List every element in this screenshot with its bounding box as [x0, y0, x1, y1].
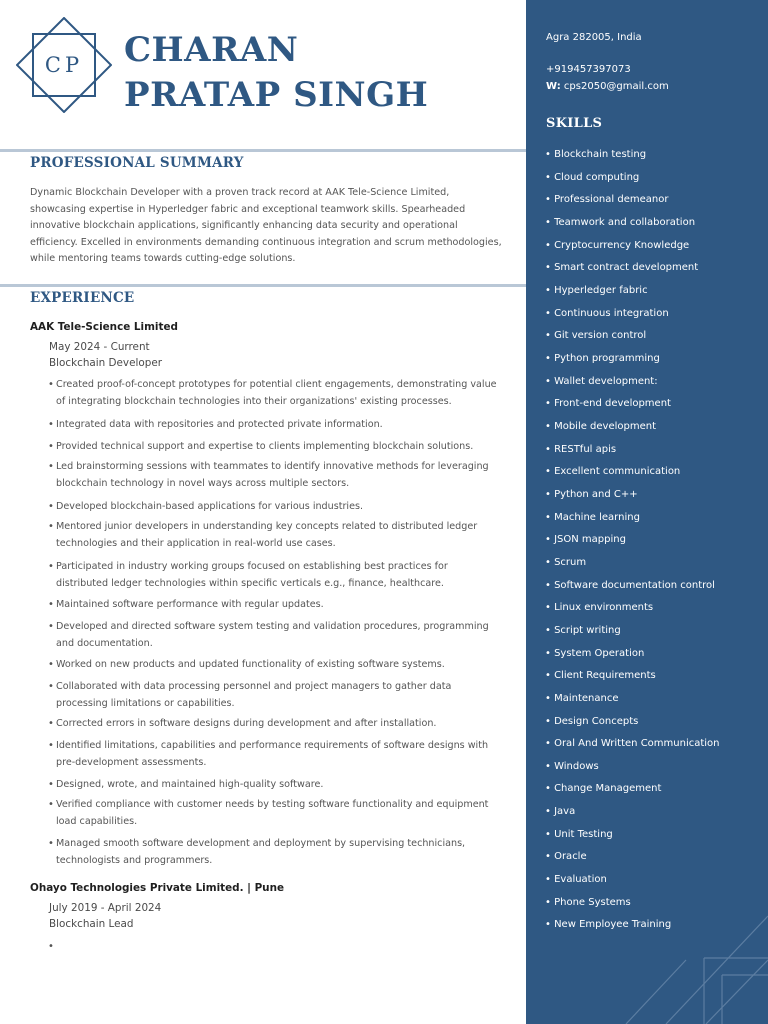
skill-item	[545, 580, 715, 591]
name-line-1: CHARAN	[124, 30, 299, 70]
contact-email-row	[546, 81, 669, 92]
skill-bullet: •	[545, 556, 555, 568]
skill-label: Windows	[554, 760, 599, 772]
bullet-text	[56, 558, 498, 592]
bullet-dot: •	[48, 461, 54, 472]
skill-bullet: •	[545, 738, 555, 750]
skill-item	[545, 602, 653, 613]
bullet-line: Identified limitations, capabilities and performance requirements of software designs with	[56, 740, 489, 751]
skill-label: Excellent communication	[554, 466, 681, 478]
skill-item	[545, 874, 607, 885]
bullet-text	[56, 737, 498, 771]
bullet-text	[56, 518, 498, 552]
bullet-text	[56, 498, 498, 515]
summary-heading: PROFESSIONAL SUMMARY	[30, 155, 244, 171]
skill-label: Hyperledger fabric	[554, 284, 648, 296]
bullet-dot: •	[48, 941, 54, 952]
skill-bullet: •	[545, 602, 555, 614]
skill-bullet: •	[545, 692, 555, 704]
bullet-text	[56, 618, 498, 652]
skill-label: Cryptocurrency Knowledge	[554, 239, 690, 251]
skill-label: Teamwork and collaboration	[554, 216, 696, 228]
skill-label: Scrum	[554, 556, 587, 568]
skill-bullet: •	[545, 284, 555, 296]
skill-bullet: •	[545, 330, 555, 342]
skill-bullet: •	[545, 624, 555, 636]
bullet-line: Designed, wrote, and maintained high-quality software.	[56, 779, 324, 790]
skill-item	[545, 851, 587, 862]
contact-email[interactable]: cps2050@gmail.com	[563, 81, 669, 92]
bullet-text	[56, 656, 498, 673]
skill-item	[545, 376, 658, 387]
summary-line: Dynamic Blockchain Developer with a proven track record at AAK Tele-Science Limited,	[30, 187, 450, 198]
skill-bullet: •	[545, 828, 555, 840]
skill-bullet: •	[545, 216, 555, 228]
skill-item	[545, 285, 648, 296]
skill-label: Script writing	[554, 624, 621, 636]
summary-line: innovative blockchain applications, significantly enhancing data security and operational	[30, 220, 458, 231]
bullet-dot: •	[48, 599, 54, 610]
monogram-logo	[16, 17, 96, 111]
email-label: W:	[546, 81, 561, 92]
skill-bullet: •	[545, 534, 555, 546]
skill-label: Change Management	[554, 783, 662, 795]
skill-label: Python programming	[554, 352, 660, 364]
bullet-line: blockchain technology in novel ways across multiple sectors.	[56, 478, 350, 489]
skill-item	[545, 489, 638, 500]
skill-label: Blockchain testing	[554, 149, 647, 160]
skill-item	[545, 625, 621, 636]
skill-bullet: •	[545, 806, 555, 818]
summary-line: showcasing expertise in Hyperledger fabric and exceptional teamwork skills. Spearheaded	[30, 203, 466, 215]
skill-label: Continuous integration	[554, 307, 669, 319]
skill-item	[545, 217, 695, 228]
skill-bullet: •	[545, 783, 555, 795]
bullet-text	[56, 678, 498, 712]
skill-bullet: •	[545, 466, 555, 478]
skill-item	[545, 308, 669, 319]
skill-item	[545, 716, 638, 727]
company-name: Ohayo Technologies Private Limited. | Pune	[30, 882, 285, 894]
summary-text	[30, 185, 502, 268]
bullet-line: technologies and their application in real-world use cases.	[56, 538, 336, 549]
skill-bullet: •	[545, 352, 555, 364]
bullet-line: Integrated data with repositories and protected private information.	[56, 419, 383, 430]
skill-bullet: •	[545, 149, 555, 160]
skill-item	[545, 897, 631, 908]
job-dates: July 2019 - April 2024	[49, 902, 162, 914]
bullet-line: distributed ledger technologies within specific verticals e.g., finance, healthcare.	[56, 578, 444, 589]
skill-item	[545, 421, 656, 432]
bullet-line: Corrected errors in software designs during development and after installation.	[56, 718, 437, 729]
bullet-line: and documentation.	[56, 638, 153, 649]
contact-address: Agra 282005, India	[546, 32, 642, 43]
bullet-text	[56, 796, 498, 830]
skill-item	[545, 194, 668, 205]
bullet-dot: •	[48, 659, 54, 670]
skill-bullet: •	[545, 194, 555, 206]
bullet-text	[56, 438, 498, 455]
bullet-text	[56, 776, 498, 793]
skill-item	[545, 240, 689, 251]
bullet-text	[56, 376, 498, 410]
bullet-dot: •	[48, 779, 54, 790]
bullet-dot: •	[48, 561, 54, 572]
skill-bullet: •	[545, 579, 555, 591]
bullet-dot: •	[48, 740, 54, 751]
resume-sidebar	[526, 0, 768, 1024]
skill-bullet: •	[545, 443, 555, 455]
bullet-line: Verified compliance with customer needs by testing software functionality and equipment	[56, 799, 489, 810]
skill-label: Cloud computing	[554, 171, 640, 183]
skill-item	[545, 353, 660, 364]
skill-label: Front-end development	[554, 398, 671, 410]
bullet-dot: •	[48, 621, 54, 632]
skills-heading: SKILLS	[546, 116, 603, 131]
skill-bullet: •	[545, 307, 555, 319]
skill-label: Oral And Written Communication	[554, 738, 720, 750]
skill-label: JSON mapping	[554, 534, 626, 546]
skill-label: Oracle	[554, 851, 587, 863]
section-divider	[0, 284, 526, 287]
skill-item	[545, 444, 616, 455]
bullet-dot: •	[48, 521, 54, 532]
skill-bullet: •	[545, 171, 555, 183]
skill-label: Smart contract development	[554, 262, 699, 274]
skill-label: Python and C++	[554, 488, 638, 500]
skill-bullet: •	[545, 488, 555, 500]
bullet-line: Participated in industry working groups focused on establishing best practices for	[56, 561, 448, 572]
skill-item	[545, 829, 613, 840]
skill-bullet: •	[545, 375, 555, 387]
skill-label: New Employee Training	[554, 919, 672, 931]
skill-label: Java	[554, 806, 576, 818]
skill-label: Evaluation	[554, 874, 607, 886]
bullet-line: technologists and programmers.	[56, 855, 213, 866]
bullet-line: Mentored junior developers in understanding key concepts related to distributed ledger	[56, 521, 478, 532]
bullet-dot: •	[48, 838, 54, 849]
skill-label: Unit Testing	[554, 828, 613, 840]
bullet-line: Created proof-of-concept prototypes for potential client engagements, demonstrating value	[56, 379, 497, 390]
bullet-line: pre-development assessments.	[56, 757, 207, 768]
candidate-name	[124, 28, 514, 118]
skill-bullet: •	[545, 760, 555, 772]
bullet-text	[56, 416, 498, 433]
bullet-line: Developed blockchain-based applications for various industries.	[56, 501, 364, 512]
monogram-text: CP	[44, 53, 84, 77]
bullet-text	[56, 835, 498, 869]
summary-line: while mentoring teams towards cutting-edge solutions.	[30, 253, 296, 264]
skill-label: Linux environments	[554, 602, 654, 614]
skill-label: System Operation	[554, 647, 645, 659]
skill-item	[545, 761, 599, 772]
skill-item	[545, 557, 586, 568]
bullet-line: Developed and directed software system testing and validation procedures, programming	[56, 621, 489, 632]
name-line-2: PRATAP SINGH	[124, 75, 429, 115]
bullet-line: Provided technical support and expertise to clients implementing blockchain solutions.	[56, 441, 474, 452]
skill-label: Phone Systems	[554, 896, 631, 908]
skill-item	[545, 919, 671, 930]
bullet-dot: •	[48, 681, 54, 692]
job-dates: May 2024 - Current	[49, 341, 150, 353]
skill-bullet: •	[545, 262, 555, 274]
skill-item	[545, 534, 626, 545]
skill-item	[545, 262, 698, 273]
skill-bullet: •	[545, 647, 555, 659]
skill-label: Maintenance	[554, 692, 619, 704]
skill-item	[545, 738, 720, 749]
bullet-text	[56, 458, 498, 492]
bullet-text	[56, 596, 498, 613]
contact-phone: +919457397073	[546, 64, 631, 75]
experience-heading: EXPERIENCE	[30, 290, 135, 306]
bullet-line: Managed smooth software development and deployment by supervising technicians,	[56, 838, 466, 849]
skill-item	[545, 398, 671, 409]
skill-item	[545, 466, 680, 477]
bullet-dot: •	[48, 379, 54, 390]
skill-label: Client Requirements	[554, 670, 656, 682]
skill-bullet: •	[545, 874, 555, 886]
skill-item	[545, 648, 644, 659]
skill-label: Machine learning	[554, 511, 640, 523]
skill-label: RESTful apis	[554, 443, 617, 455]
skill-item	[545, 670, 656, 681]
skill-bullet: •	[545, 919, 555, 931]
skill-bullet: •	[545, 398, 555, 410]
skill-item	[545, 783, 661, 794]
bullet-dot: •	[48, 799, 54, 810]
bullet-dot: •	[48, 419, 54, 430]
skill-item	[545, 512, 640, 523]
skill-label: Design Concepts	[554, 715, 639, 727]
bullet-line: Maintained software performance with regular updates.	[56, 599, 324, 610]
bullet-line: Led brainstorming sessions with teammates to identify innovative methods for leveraging	[56, 461, 489, 472]
skill-bullet: •	[545, 715, 555, 727]
skill-label: Mobile development	[554, 420, 657, 432]
skill-bullet: •	[545, 420, 555, 432]
summary-line: efficiency. Excelled in environments demanding continuous integration and scrum methodologies,	[30, 236, 502, 248]
skill-bullet: •	[545, 851, 555, 863]
bullet-line: Worked on new products and updated functionality of existing software systems.	[56, 659, 445, 670]
company-name: AAK Tele-Science Limited	[30, 321, 178, 333]
skill-item	[545, 149, 646, 160]
skill-item	[545, 806, 575, 817]
skill-bullet: •	[545, 239, 555, 251]
bullet-line: of integrating blockchain technologies into their organizations' existing processes.	[56, 396, 452, 407]
job-role: Blockchain Developer	[49, 357, 162, 369]
job-role: Blockchain Lead	[49, 918, 134, 930]
skill-bullet: •	[545, 670, 555, 682]
skill-bullet: •	[545, 896, 555, 908]
skill-item	[545, 330, 646, 341]
skill-label: Git version control	[554, 330, 647, 342]
bullet-dot: •	[48, 501, 54, 512]
bullet-dot: •	[48, 718, 54, 729]
bullet-text	[56, 715, 498, 732]
skill-item	[545, 172, 639, 183]
skill-item	[545, 693, 618, 704]
bullet-dot: •	[48, 441, 54, 452]
skill-label: Software documentation control	[554, 579, 715, 591]
bullet-line: load capabilities.	[56, 816, 138, 827]
skill-bullet: •	[545, 511, 555, 523]
skill-label: Wallet development:	[554, 375, 658, 387]
skill-label: Professional demeanor	[554, 194, 669, 206]
section-divider	[0, 149, 526, 152]
bullet-line: processing limitations or capabilities.	[56, 698, 235, 709]
bullet-line: Collaborated with data processing personnel and project managers to gather data	[56, 681, 452, 692]
